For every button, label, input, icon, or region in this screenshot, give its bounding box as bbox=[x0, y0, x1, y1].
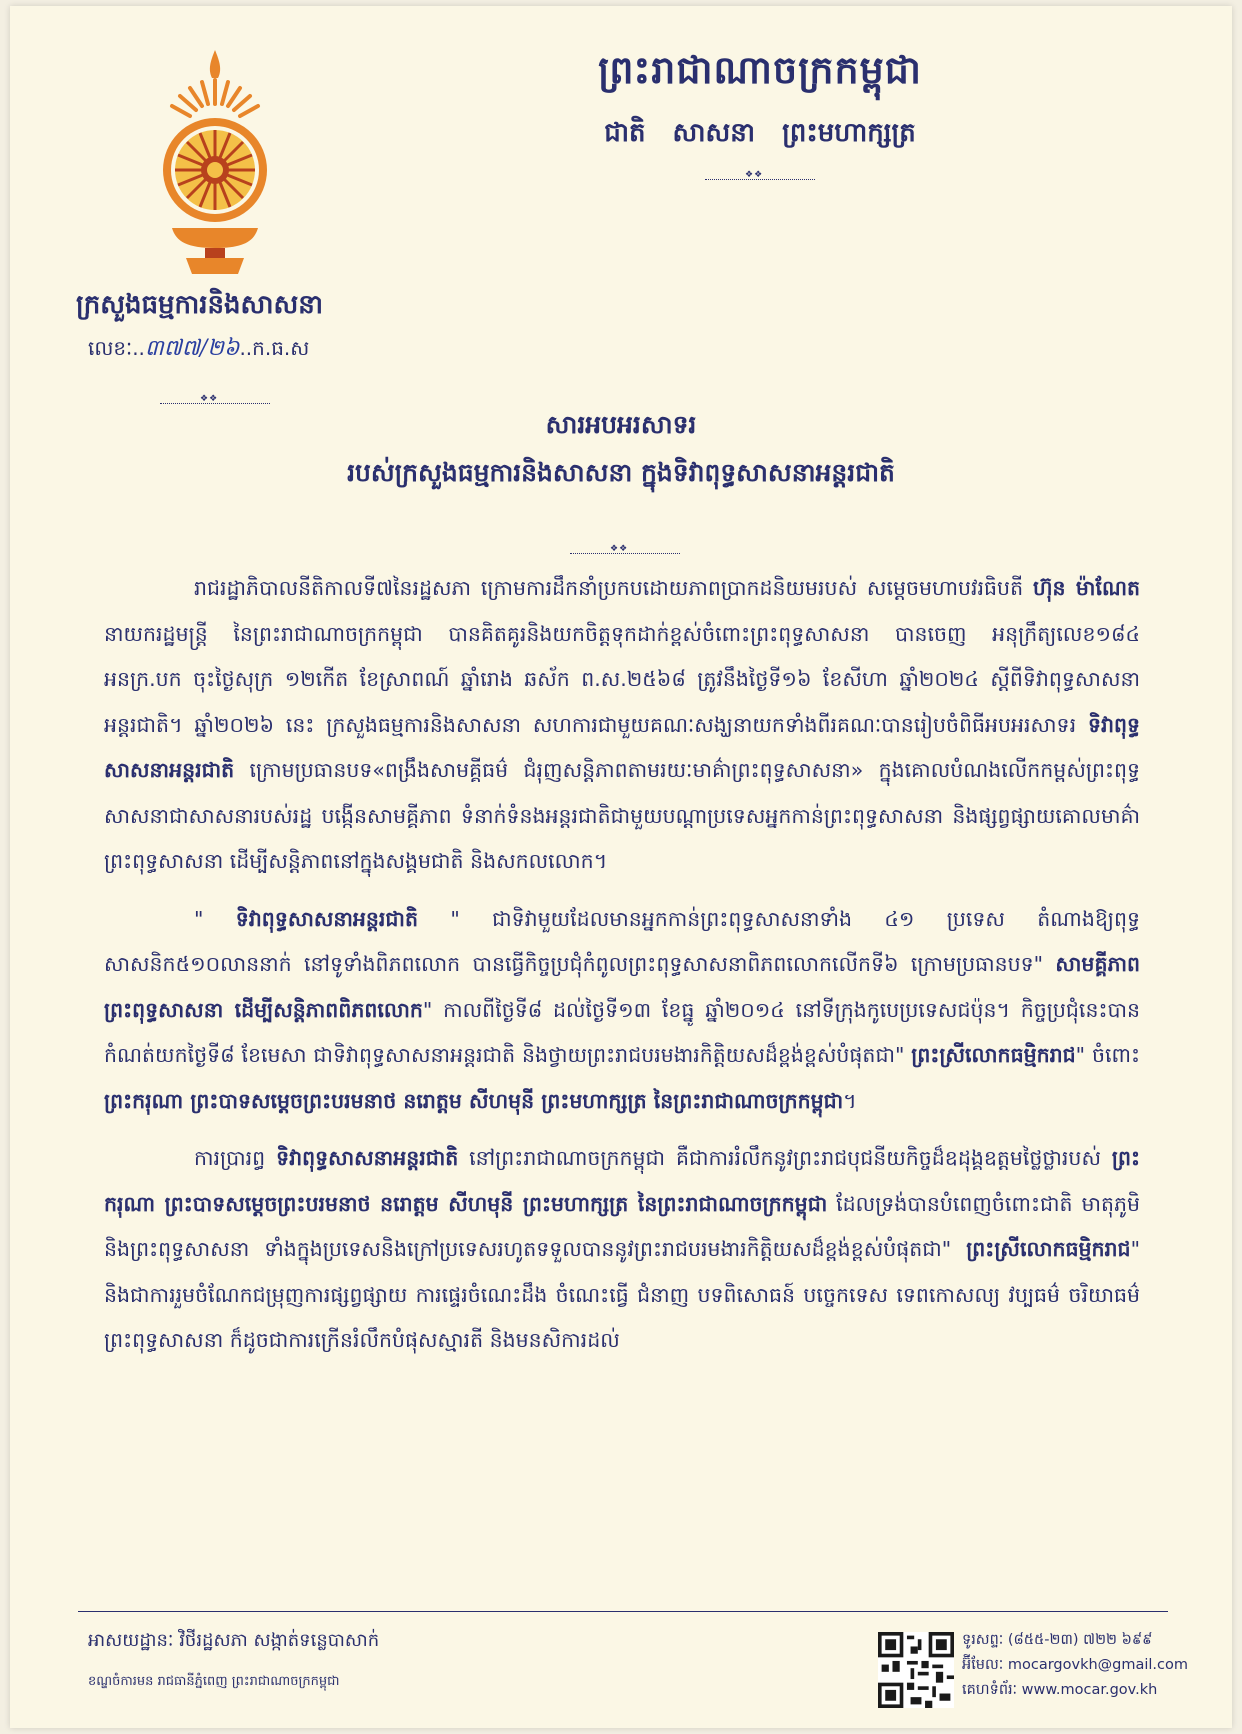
footer-divider bbox=[78, 1611, 1168, 1612]
paragraph-bold-text: ហ៊ុន ម៉ាណែត bbox=[1032, 576, 1140, 600]
letter-title: សារអបអរសាទរ bbox=[545, 410, 697, 439]
body-paragraph bbox=[104, 566, 1140, 885]
paragraph-bold-text: ទិវាពុទ្ធសាសនាអន្តរជាតិ bbox=[104, 712, 1140, 782]
paragraph-bold-text: ព្រះករុណា ព្រះបាទសម្តេចព្រះបរមនាថ នរោត្តម សីហមុនី ព្រះមហាក្សត្រ នៃព្រះរាជាណាចក្រកម្ពុជា bbox=[104, 1088, 844, 1113]
title-ornament-divider bbox=[570, 550, 680, 558]
paragraph-text: ដែលទ្រង់បានបំពេញចំពោះជាតិ មាតុភូមិ និងព្រះពុទ្ធសាសនា ទាំងក្នុងប្រទេសនិងក្រៅប្រទេសរហូតទទួលបាននូវព្រះរាជបរមងារកិត្តិយសដ៏ខ្ពង់ខ្ពស់បំផុតជា" bbox=[104, 1191, 1141, 1261]
paragraph-text: នាយករដ្ឋមន្ត្រី នៃព្រះរាជាណាចក្រកម្ពុជា បានគិតគូរនិងយកចិត្តទុកដាក់ខ្ពស់ចំពោះព្រះពុទ្ធសាសនា បានចេញ អនុក្រឹត្យលេខ១៨៤ អនក្រ.បក ចុះថ្ងៃសុក្រ ១២កើត ខែស្រាពណ៍ ឆ្នាំរោង ឆស័ក ព.ស.២៥៦៨ ត្រូវនឹងថ្ងៃទី១៦ ខែសីហា ឆ្នាំ២០២៤ ស្តីពីទិវាពុទ្ធសាសនាអន្តរជាតិ។ ឆ្នាំ២០២៦ នេះ ក្រសួងធម្មការនិងសាសនា សហការជាមួយគណៈសង្ឃនាយកទាំងពីរគណៈបានរៀបចំពិធីអបអរសាទរ bbox=[104, 621, 1140, 737]
paragraph-bold-text: ព្រះករុណា ព្រះបាទសម្តេចព្រះបរមនាថ នរោត្តម សីហមុនី ព្រះមហាក្សត្រ នៃព្រះរាជាណាចក្រកម្ពុជា bbox=[104, 1146, 1140, 1216]
paragraph-text: ។ bbox=[843, 1088, 857, 1113]
footer-address-sub: ខណ្ឌចំការមន រាជធានីភ្នំពេញ ព្រះរាជាណាចក្រកម្ពុជា bbox=[88, 1674, 340, 1689]
letter-subtitle: របស់ក្រសួងធម្មការនិងសាសនា ក្នុងទិវាពុទ្ធសាសនាអន្តរជាតិ bbox=[347, 458, 895, 487]
paragraph-text: " bbox=[194, 906, 236, 931]
footer-address: អាសយដ្ឋានៈ វិថីរដ្ឋសភា សង្កាត់ទន្លេបាសាក់ bbox=[88, 1630, 380, 1651]
body-paragraph bbox=[104, 897, 1140, 1125]
paragraph-bold-text: ទិវាពុទ្ធសាសនាអន្តរជាតិ bbox=[276, 1146, 459, 1170]
paragraph-text: ការប្រារព្ធ bbox=[194, 1146, 277, 1170]
ref-prefix: លេខៈ bbox=[88, 336, 133, 360]
paragraph-bold-text: ព្រះស្រីលោកធម្មិករាជ bbox=[966, 1237, 1131, 1261]
letter-body bbox=[104, 566, 1140, 1376]
ref-suffix: ក.ធ.ស bbox=[252, 336, 310, 360]
ministry-ornament-divider bbox=[160, 400, 270, 408]
kingdom-title: ព្រះរាជាណាចក្រកម្ពុជា bbox=[598, 48, 922, 92]
paragraph-text: " ចំពោះ bbox=[1075, 1043, 1140, 1067]
paragraph-text: នៅព្រះរាជាណាចក្រកម្ពុជា គឺជាការរំលឹកនូវព្រះរាជបុជនីយកិច្ចដ៏ឧដុង្គឧត្តមថ្លៃថ្លារបស់ bbox=[458, 1146, 1112, 1170]
paragraph-text: " ជាទិវាមួយដែលមានអ្នកកាន់ព្រះពុទ្ធសាសនាទាំង ៤១ ប្រទេស តំណាងឱ្យពុទ្ធសាសនិក៥១០លាននាក់ នៅទូទាំងពិភពលោក បានធ្វើកិច្ចប្រជុំកំពូលព្រះពុទ្ធសាសនាពិភពលោកលើកទី៦ ក្រោមប្រធានបទ" bbox=[104, 906, 1140, 976]
reference-line: លេខៈ..៣៧៧/២៦..ក.ធ.ស bbox=[88, 336, 310, 361]
kingdom-header bbox=[310, 46, 1210, 188]
footer-address-block bbox=[88, 1628, 379, 1692]
footer-phone: ទូរសព្ទៈ (៨៥៥-២៣) ៧២២ ៦៩៩ bbox=[962, 1632, 1153, 1648]
paragraph-text: ក្រោមប្រធានបទ«ពង្រឹងសាមគ្គីធម៌ ជំរុញសន្តិភាពតាមរយៈមាគ៌ាព្រះពុទ្ធសាសនា» ក្នុងគោលបំណងលើកកម្ពស់ព្រះពុទ្ធសាសនាជាសាសនារបស់រដ្ឋ បង្កើនសាមគ្គីភាព ទំនាក់ទំនងអន្តរជាតិជាមួយបណ្តាប្រទេសអ្នកកាន់ព្រះពុទ្ធសាសនា និងផ្សព្វផ្សាយគោលមាគ៌ាព្រះពុទ្ធសាសនា ដើម្បីសន្តិភាពនៅក្នុងសង្គមជាតិ និងសកលលោក។ bbox=[104, 758, 1140, 873]
footer-website[interactable]: គេហទំព័រៈ www.mocar.gov.kh bbox=[962, 1682, 1158, 1698]
ref-number-handwritten: ៣៧៧/២៦ bbox=[144, 336, 240, 361]
national-motto: ជាតិ សាសនា ព្រះមហាក្សត្រ bbox=[604, 118, 916, 148]
paragraph-text: " និងជាការរួមចំណែកជម្រុញការផ្សព្វផ្សាយ ការផ្ទេរចំណេះដឹង ចំណេះធ្វើ ជំនាញ បទពិសោធន៍ បច្ចេកទេស ទេពកោសល្យ វប្បធម៌ ចរិយាធម៌ ព្រះពុទ្ធសាសនា ក៏ដូចជាការក្រើនរំលឹកបំផុសស្មារតី និងមនសិការដល់ bbox=[104, 1237, 1140, 1352]
header-ornament-divider bbox=[705, 176, 815, 184]
footer-contact-block bbox=[962, 1628, 1188, 1703]
paragraph-bold-text: ទិវាពុទ្ធសាសនាអន្តរជាតិ bbox=[235, 906, 418, 931]
paragraph-bold-text: សាមគ្គីភាពព្រះពុទ្ធសាសនា ដើម្បីសន្តិភាពពិភពលោក bbox=[104, 952, 1140, 1022]
paragraph-bold-text: ព្រះស្រីលោកធម្មិករាជ bbox=[911, 1043, 1076, 1067]
body-paragraph bbox=[104, 1136, 1140, 1364]
letter-page bbox=[10, 6, 1232, 1728]
paragraph-text: " កាលពីថ្ងៃទី៨ ដល់ថ្ងៃទី១៣ ខែធ្នូ ឆ្នាំ២០១៤ នៅទីក្រុងកូបេប្រទេសជប៉ុន។ កិច្ចប្រជុំនេះបានកំណត់យកថ្ងៃទី៨ ខែមេសា ជាទិវាពុទ្ធសាសនាអន្តរជាតិ និងថ្វាយព្រះរាជបរមងារកិត្តិយសដ៏ខ្ពង់ខ្ពស់បំផុតជា" bbox=[104, 997, 1140, 1067]
paragraph-text: រាជរដ្ឋាភិបាលនីតិកាលទី៧នៃរដ្ឋសភា ក្រោមការដឹកនាំប្រកបដោយភាពប្រាកដនិយមរបស់ សម្តេចមហាបវរធិបតី bbox=[194, 576, 1033, 600]
qr-code-icon[interactable] bbox=[878, 1632, 954, 1708]
ministry-name: ក្រសួងធម្មការនិងសាសនា bbox=[76, 290, 324, 320]
ministry-emblem-logo bbox=[150, 48, 280, 278]
footer-email[interactable]: អ៊ីមែលៈ mocargovkh@gmail.com bbox=[962, 1657, 1189, 1673]
